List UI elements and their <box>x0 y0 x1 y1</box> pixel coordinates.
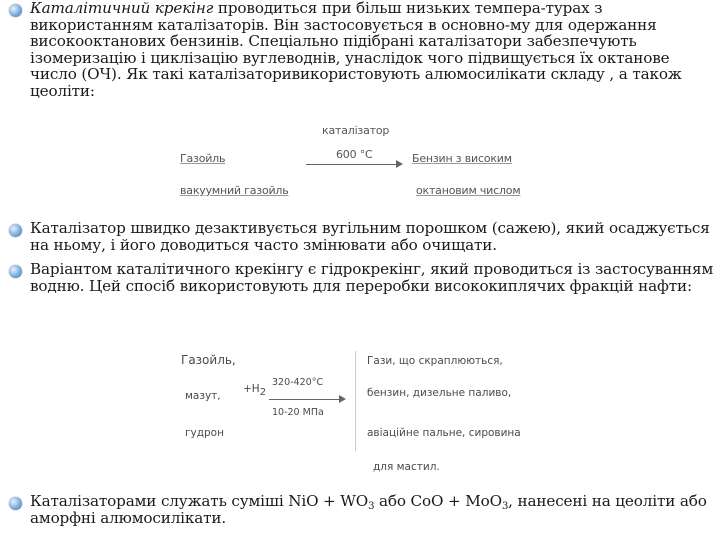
bullet-icon <box>9 4 22 17</box>
scheme-pressure: 10-20 МПа <box>272 407 324 418</box>
paragraph-hydrocracking: Варіантом каталітичного крекінгу є гідрокрекінг, який проводиться із застосуванням водню. Цей спосіб використовують для переробки висококиплячих фракцій нафти: <box>30 260 714 295</box>
catalyst-text-3: , нанесені на цеоліти або аморфні алюмосилікати. <box>30 492 707 527</box>
subscript: 3 <box>368 501 375 512</box>
catalyst-text-2: або CoO + MoO <box>374 492 502 510</box>
scheme-catalyst-label: каталізатор <box>322 124 390 137</box>
hydrogen-symbol: +H <box>243 383 260 395</box>
scheme-product-gases: Гази, що скраплюються, <box>367 355 503 367</box>
bullet-icon <box>9 497 22 510</box>
scheme-product-lubricants: для мастил. <box>373 461 440 473</box>
scheme-temperature: 600 °С <box>336 148 373 161</box>
scheme-feed-tar: гудрон <box>185 427 224 439</box>
scheme-hydrocracking <box>175 345 525 475</box>
scheme-feed-gasoil: Газойль, <box>181 353 236 367</box>
products-divider <box>355 351 356 451</box>
scheme-product-aviation: авіаційне пальне, сировина <box>367 427 521 439</box>
arrow-head-icon <box>396 160 403 168</box>
scheme-product-gasoline: Бензин з високим <box>412 152 512 165</box>
hydrogen-subscript: 2 <box>259 387 267 398</box>
reaction-arrow <box>269 399 339 400</box>
paragraph-catalysts <box>30 493 714 526</box>
reaction-arrow <box>306 164 396 165</box>
scheme-feed-fuel-oil: мазут, <box>185 390 221 402</box>
scheme-reagent-hydrogen <box>243 383 267 398</box>
scheme-catalytic-cracking <box>170 122 540 202</box>
catalyst-text-1: Каталізаторами служать суміші NiO + WO <box>30 492 369 510</box>
bullet-icon <box>9 265 22 278</box>
term-catalytic-cracking: Каталітичний крекінг <box>30 0 214 17</box>
scheme-feed-gasoil: Газойль <box>180 152 226 165</box>
paragraph-deactivation: Каталізатор швидко дезактивується вугільним порошком (сажею), який осаджується на ньому, і його доводиться часто змінювати або очищати. <box>30 219 710 254</box>
scheme-product-octane: октановим числом <box>416 184 521 197</box>
arrow-head-icon <box>339 395 346 403</box>
subscript: 3 <box>501 501 509 512</box>
paragraph-catalytic-cracking <box>30 0 714 100</box>
paragraph-text: проводиться при більш низьких темпера-турах з використанням каталізаторів. Він застосовується в основно-му для одержання високооктанових бензинів. Спеціально підібрані каталізатори забезпечують ізомеризацію і циклізацію вуглеводнів, унаслідок чого підвищується їх октанове число (ОЧ). Як такі каталізаторивикористовують алюмосилікати складу , а також цеоліти: <box>30 0 682 100</box>
bullet-icon <box>9 224 22 237</box>
scheme-product-fuels: бензин, дизельне паливо, <box>367 387 512 399</box>
scheme-feed-vacuum-gasoil: вакуумний газойль <box>180 184 289 197</box>
scheme-temperature: 320-420°С <box>272 377 324 388</box>
